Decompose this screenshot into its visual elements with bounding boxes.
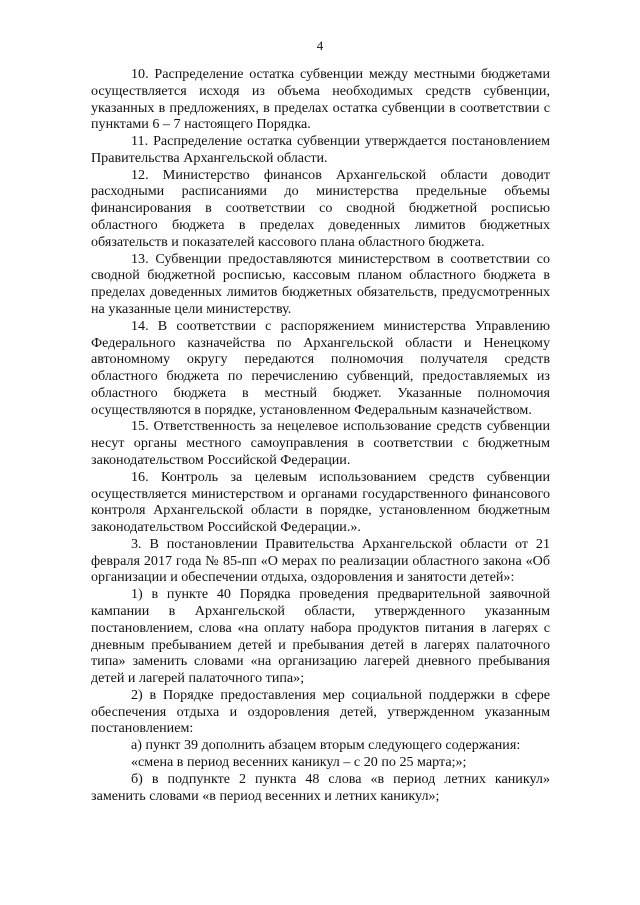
paragraph-15: 15. Ответственность за нецелевое использование средств субвенции несут органы местного самоуправления в соответствии с бюджетным законодательством Российской Федерации.	[91, 418, 550, 468]
paragraph-14: 14. В соответствии с распоряжением министерства Управлению Федерального казначейства по Архангельской области и Ненецкому автономному округу передаются полномочия получателя средств областного бюджета по перечислению субвенций, предоставляемых из областного бюджета в местный бюджет. Указанные полномочия осуществляются в порядке, установленном Федеральным казначейством.	[91, 317, 550, 418]
paragraph-13: 13. Субвенции предоставляются министерством в соответствии со сводной бюджетной росписью, кассовым планом областного бюджета в пределах доведенных лимитов бюджетных обязательств, предусмотренных на указанные цели министерству.	[91, 250, 550, 317]
paragraph-12: 12. Министерство финансов Архангельской области доводит расходными расписаниями до министерства предельные объемы финансирования в соответствии со сводной бюджетной росписью областного бюджета в пределах доведенных лимитов бюджетных обязательств и показателей кассового плана областного бюджета.	[91, 166, 550, 250]
subpoint-2b: б) в подпункте 2 пункта 48 слова «в период летних каникул» заменить словами «в период весенних и летних каникул»;	[91, 770, 550, 804]
paragraph-11: 11. Распределение остатка субвенции утверждается постановлением Правительства Архангельской области.	[91, 133, 550, 166]
paragraph-10: 10. Распределение остатка субвенции между местными бюджетами осуществляется исходя из объема необходимых средств субвенции, указанных в предложениях, в пределах остатка субвенции в соответствии с пунктами 6 – 7 настоящего Порядка.	[91, 66, 550, 133]
subpoint-2a-quote: «смена в период весенних каникул – с 20 по 25 марта;»;	[131, 754, 467, 771]
paragraph-16: 16. Контроль за целевым использованием средств субвенции осуществляется министерством и органами государственного финансового контроля Архангельской области в порядке, установленном бюджетным законодательством Российской Федерации.».	[91, 468, 550, 536]
subpoint-2: 2) в Порядке предоставления мер социальной поддержки в сфере обеспечения отдыха и оздоровления детей, утвержденном указанным постановлением:	[91, 686, 550, 737]
section-3-intro: 3. В постановлении Правительства Архангельской области от 21 февраля 2017 года № 85-пп «О мерах по реализации областного закона «Об организации и обеспечении отдыха, оздоровления и занятости детей»:	[91, 535, 550, 586]
page-number: 4	[316, 38, 324, 53]
subpoint-2a: а) пункт 39 дополнить абзацем вторым следующего содержания:	[131, 737, 521, 754]
subpoint-1: 1) в пункте 40 Порядка проведения предварительной заявочной кампании в Архангельской области, утвержденного указанным постановлением, слова «на оплату набора продуктов питания в лагерях с дневным пребыванием детей и пребывания детей в лагерях палаточного типа» заменить словами «на организацию лагерей дневного пребывания детей и лагерей палаточного типа»;	[91, 586, 550, 687]
document-body	[91, 66, 550, 804]
